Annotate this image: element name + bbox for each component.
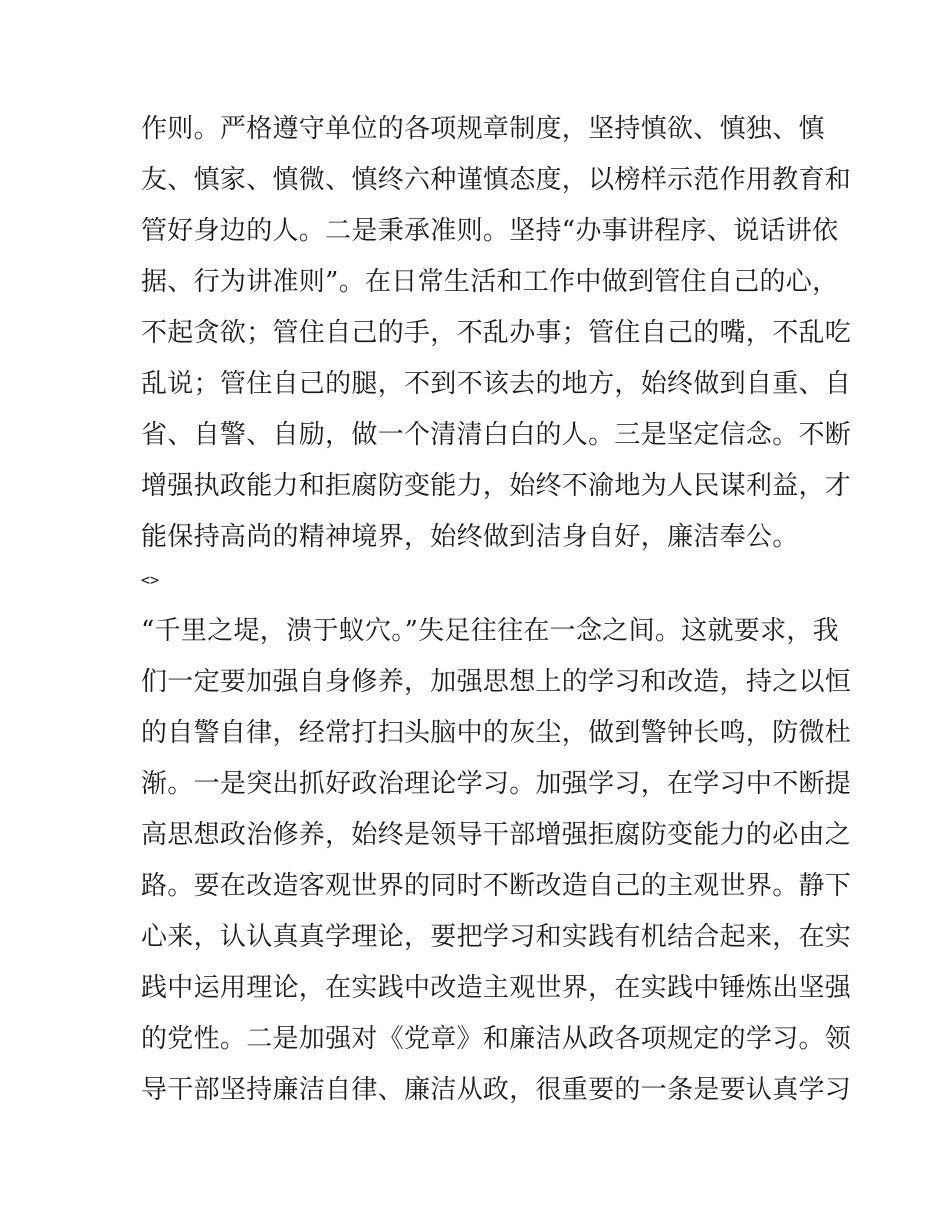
text-line: 路。要在改造客观世界的同时不断改造自己的主观世界。静下 — [141, 871, 852, 901]
text-line: 增强执政能力和拒腐防变能力，始终不渝地为人民谋利益，才 — [141, 471, 852, 501]
text-line: 践中运用理论，在实践中改造主观世界，在实践中锤炼出坚强 — [141, 973, 852, 1003]
text-line: 不起贪欲；管住自己的手，不乱办事；管住自己的嘴，不乱吃 — [141, 318, 852, 348]
text-line: “千里之堤，溃于蚁穴。”失足往往在一念之间。这就要求，我 — [141, 616, 839, 646]
text-line: 据、行为讲准则”。在日常生活和工作中做到管住自己的心， — [141, 267, 839, 297]
text-line: 们一定要加强自身修养，加强思想上的学习和改造，持之以恒 — [141, 667, 852, 697]
text-line: 心来，认认真真学理论，要把学习和实践有机结合起来，在实 — [141, 922, 852, 952]
text-line: 友、慎家、慎微、慎终六种谨慎态度，以榜样示范作用教育和 — [141, 165, 852, 195]
text-line: 省、自警、自励，做一个清清白白的人。三是坚定信念。不断 — [141, 420, 852, 450]
text-line: 的自警自律，经常打扫头脑中的灰尘，做到警钟长鸣，防微杜 — [141, 718, 852, 748]
text-line: 能保持高尚的精神境界，始终做到洁身自好，廉洁奉公。 — [141, 522, 799, 552]
text-line: 作则。严格遵守单位的各项规章制度，坚持慎欲、慎独、慎 — [141, 114, 825, 144]
text-line: 渐。一是突出抓好政治理论学习。加强学习，在学习中不断提 — [141, 769, 852, 799]
text-line: 管好身边的人。二是秉承准则。坚持“办事讲程序、说话讲依 — [141, 216, 839, 246]
text-line: 乱说；管住自己的腿，不到不该去的地方，始终做到自重、自 — [141, 369, 852, 399]
text-line: 的党性。二是加强对《党章》和廉洁从政各项规定的学习。领 — [141, 1024, 852, 1054]
section-marker: <> — [141, 571, 160, 589]
text-line: 导干部坚持廉洁自律、廉洁从政，很重要的一条是要认真学习 — [141, 1075, 852, 1105]
text-line: 高思想政治修养，始终是领导干部增强拒腐防变能力的必由之 — [141, 820, 852, 850]
